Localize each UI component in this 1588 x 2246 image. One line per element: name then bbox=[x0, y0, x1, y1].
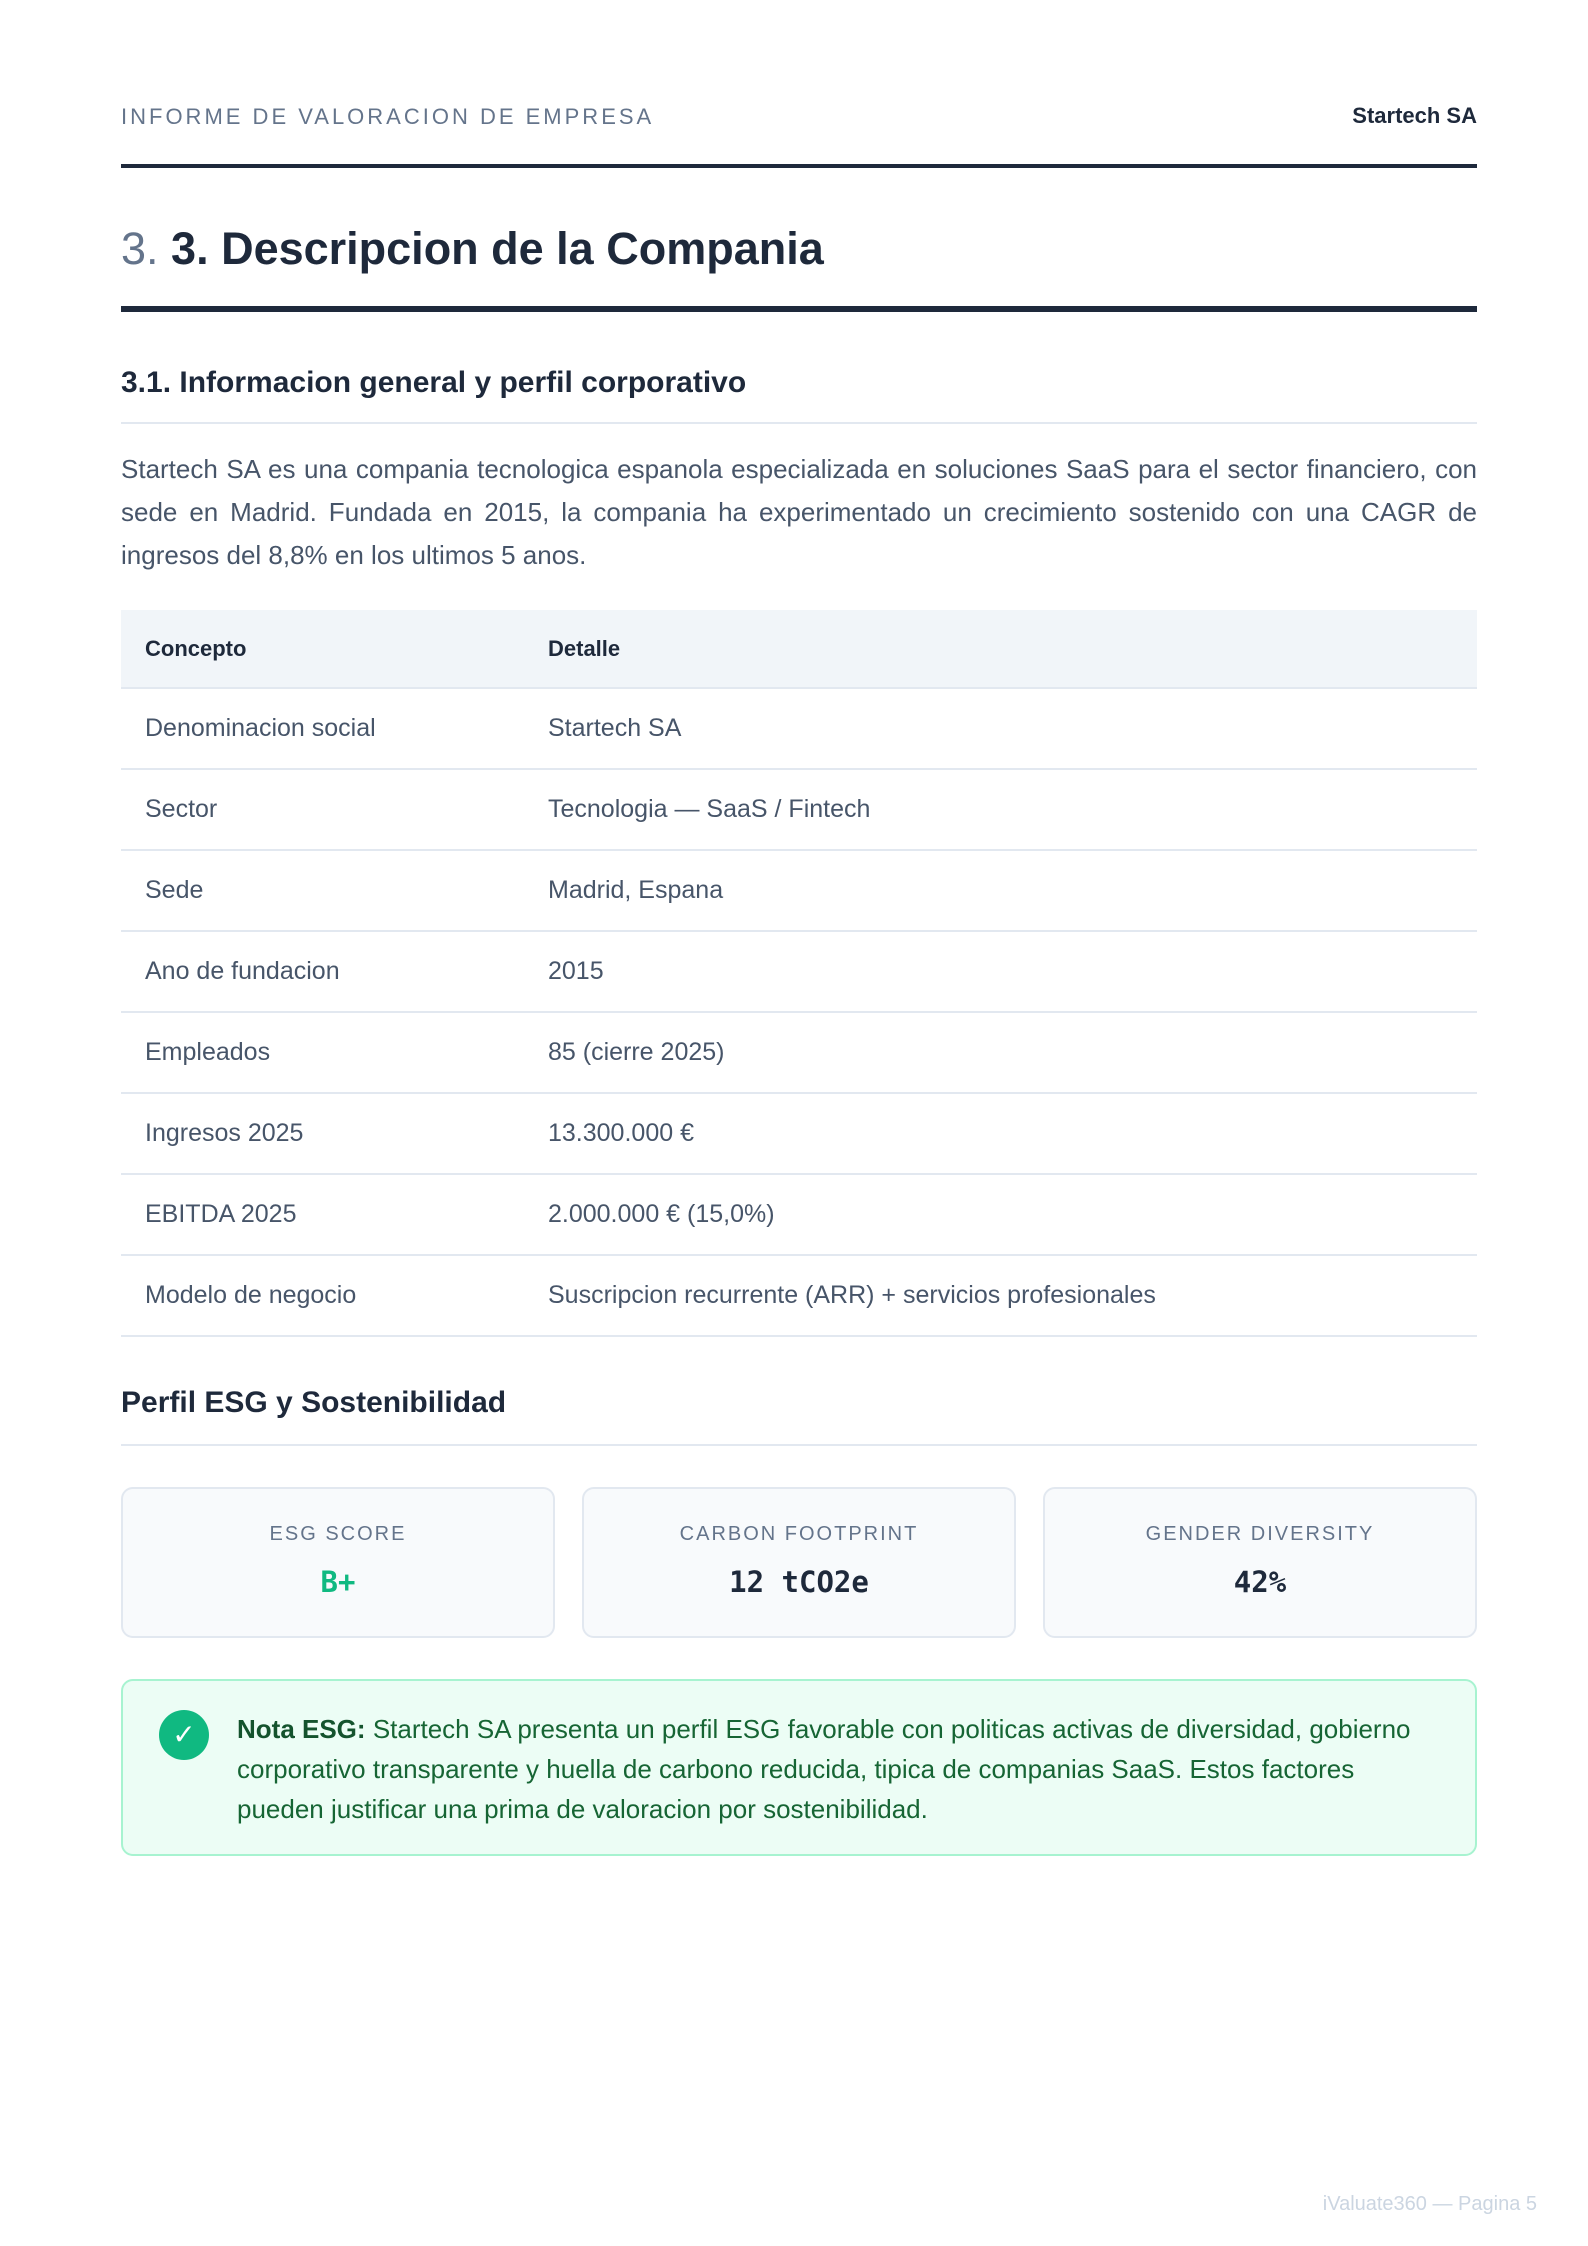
metric-value: 12 tCO2e bbox=[729, 1565, 869, 1599]
table-cell-concept: Sede bbox=[121, 850, 524, 931]
table-cell-concept: Empleados bbox=[121, 1012, 524, 1093]
section-title-text: 3. Descripcion de la Compania bbox=[171, 223, 824, 274]
column-header: Concepto bbox=[121, 610, 524, 688]
table-cell-detail: Tecnologia — SaaS / Fintech bbox=[524, 769, 1477, 850]
table-row bbox=[121, 850, 1477, 931]
subsection-heading: 3.1. Informacion general y perfil corporativo bbox=[121, 366, 1477, 424]
table-header-row bbox=[121, 610, 1477, 688]
table-cell-concept: Sector bbox=[121, 769, 524, 850]
table-cell-detail: Madrid, Espana bbox=[524, 850, 1477, 931]
page-footer: iValuate360 — Pagina 5 bbox=[1322, 2193, 1537, 2215]
section-title bbox=[121, 218, 1477, 312]
table-cell-concept: EBITDA 2025 bbox=[121, 1174, 524, 1255]
esg-heading: Perfil ESG y Sostenibilidad bbox=[121, 1386, 1477, 1446]
table-cell-detail: Suscripcion recurrente (ARR) + servicios profesionales bbox=[524, 1255, 1477, 1336]
table-row bbox=[121, 1174, 1477, 1255]
section-number: 3. bbox=[121, 223, 159, 274]
metric-value: 42% bbox=[1233, 1565, 1287, 1599]
company-info-table bbox=[121, 610, 1477, 1337]
esg-note-box bbox=[121, 1679, 1477, 1856]
note-body: Startech SA presenta un perfil ESG favorable con politicas activas de diversidad, gobierno corporativo transparente y huella de carbono reducida, tipica de companias SaaS. Estos factores pueden justificar una prima de valoracion por sostenibilidad. bbox=[237, 1714, 1411, 1824]
table-cell-detail: 13.300.000 € bbox=[524, 1093, 1477, 1174]
company-name: Startech SA bbox=[1352, 103, 1477, 128]
esg-score-card bbox=[121, 1487, 555, 1638]
esg-metric-cards bbox=[121, 1487, 1477, 1638]
metric-label: GENDER DIVERSITY bbox=[1145, 1523, 1375, 1545]
page-header bbox=[121, 96, 1477, 168]
table-cell-detail: 2.000.000 € (15,0%) bbox=[524, 1174, 1477, 1255]
check-circle-icon: ✓ bbox=[159, 1710, 209, 1760]
table-cell-concept: Ingresos 2025 bbox=[121, 1093, 524, 1174]
table-row bbox=[121, 1255, 1477, 1336]
intro-paragraph: Startech SA es una compania tecnologica espanola especializada en soluciones SaaS para el sector financiero, con sede en Madrid. Fundada en 2015, la compania ha experimentado un crecimiento sostenido con una CAGR de ingresos del 8,8% en los ultimos 5 anos. bbox=[121, 454, 1477, 570]
table-row bbox=[121, 1012, 1477, 1093]
note-text bbox=[237, 1709, 1437, 1829]
table-row bbox=[121, 769, 1477, 850]
metric-value: B+ bbox=[320, 1565, 356, 1599]
metric-label: ESG SCORE bbox=[269, 1523, 407, 1545]
note-lead: Nota ESG: bbox=[237, 1714, 366, 1744]
table-cell-detail: 85 (cierre 2025) bbox=[524, 1012, 1477, 1093]
gender-diversity-card bbox=[1043, 1487, 1477, 1638]
table-cell-concept: Denominacion social bbox=[121, 688, 524, 769]
table-cell-detail: 2015 bbox=[524, 931, 1477, 1012]
column-header: Detalle bbox=[524, 610, 1477, 688]
table-cell-detail: Startech SA bbox=[524, 688, 1477, 769]
table-row bbox=[121, 1093, 1477, 1174]
table-row bbox=[121, 688, 1477, 769]
report-label: INFORME DE VALORACION DE EMPRESA bbox=[121, 104, 655, 129]
metric-label: CARBON FOOTPRINT bbox=[679, 1523, 919, 1545]
table-cell-concept: Ano de fundacion bbox=[121, 931, 524, 1012]
carbon-footprint-card bbox=[582, 1487, 1016, 1638]
table-row bbox=[121, 931, 1477, 1012]
table-cell-concept: Modelo de negocio bbox=[121, 1255, 524, 1336]
